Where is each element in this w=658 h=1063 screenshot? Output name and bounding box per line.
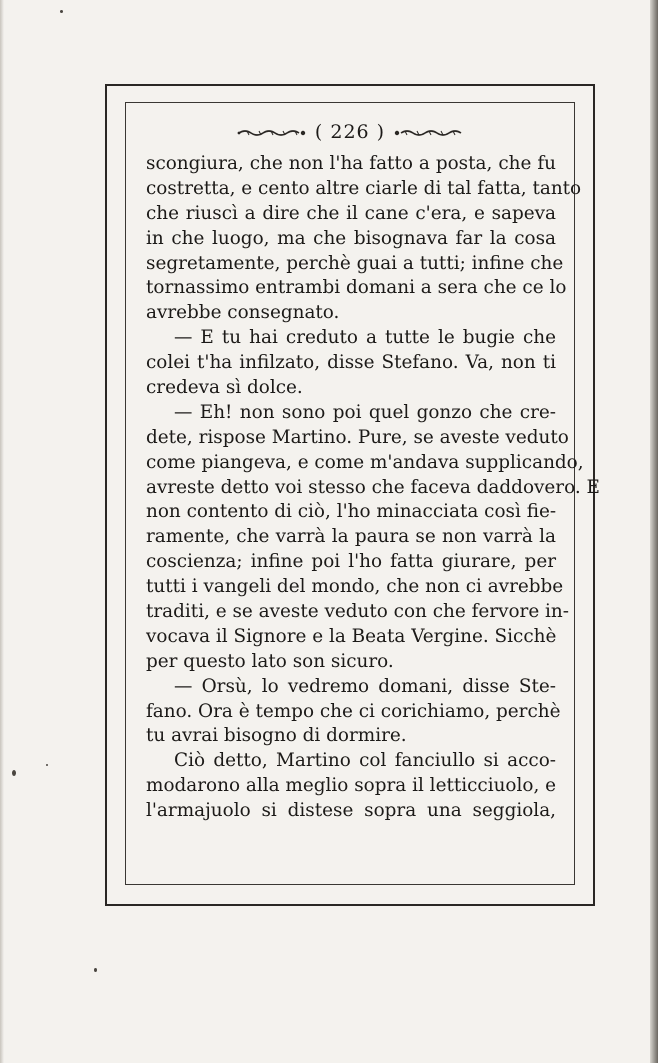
- text-line: — E tu hai creduto a tutte le bugie che: [174, 327, 556, 349]
- text-line: l'armajuolo si distese sopra una seggiola,: [146, 800, 556, 822]
- text-line: traditi, e se aveste veduto con che fervore in-: [146, 601, 569, 623]
- text-line: modarono alla meglio sopra il letticciuolo, e: [146, 775, 557, 797]
- text-line: costretta, e cento altre ciarle di tal fatta, tanto: [146, 177, 582, 199]
- text-line: dete, rispose Martino. Pure, se aveste veduto: [146, 426, 569, 448]
- text-line: che riuscì a dire che il cane c'era, e sapeva: [146, 202, 556, 224]
- text-line: segretamente, perchè guai a tutti; infine che: [146, 252, 564, 274]
- text-line: tu avrai bisogno di dormire.: [146, 725, 407, 747]
- scan-edge-left: [0, 0, 4, 1063]
- text-line: per questo lato son sicuro.: [146, 650, 394, 672]
- scan-edge-right: [650, 0, 658, 1063]
- ornament-left-icon: [237, 128, 307, 138]
- paper-speck: [46, 764, 48, 766]
- text-line: fano. Ora è tempo che ci corichiamo, perchè: [146, 700, 561, 722]
- text-line: vocava il Signore e la Beata Vergine. Sicchè: [146, 625, 557, 647]
- text-line: come piangeva, e come m'andava supplicando,: [146, 451, 584, 473]
- text-line: scongiura, che non l'ha fatto a posta, che fu: [146, 153, 556, 174]
- paper-speck: [60, 10, 63, 13]
- text-line: — Orsù, lo vedremo domani, disse Ste-: [174, 675, 556, 697]
- paper-speck: [94, 968, 97, 972]
- text-line: in che luogo, ma che bisognava far la cosa: [146, 227, 556, 249]
- ornament-right-icon: [393, 128, 463, 138]
- text-line: non contento di ciò, l'ho minacciata così fie-: [146, 501, 557, 523]
- page-body-text: [146, 152, 600, 824]
- page-number: ( 226 ): [314, 121, 386, 143]
- text-line: ramente, che varrà la paura se non varrà la: [146, 526, 556, 548]
- text-line: colei t'ha infilzato, disse Stefano. Va, non ti: [146, 352, 556, 374]
- text-line: tornassimo entrambi domani a sera che ce lo: [146, 277, 567, 299]
- text-line: Ciò detto, Martino col fanciullo si acco-: [174, 750, 556, 772]
- text-line: — Eh! non sono poi quel gonzo che cre-: [174, 401, 556, 423]
- text-line: avreste detto voi stesso che faceva daddovero. E: [146, 476, 600, 498]
- text-line: coscienza; infine poi l'ho fatta giurare, per: [146, 551, 556, 573]
- text-line: avrebbe consegnato.: [146, 302, 340, 324]
- text-line: tutti i vangeli del mondo, che non ci avrebbe: [146, 576, 564, 598]
- text-line: credeva sì dolce.: [146, 377, 303, 399]
- paper-speck: [12, 770, 16, 776]
- page-header: [125, 120, 575, 144]
